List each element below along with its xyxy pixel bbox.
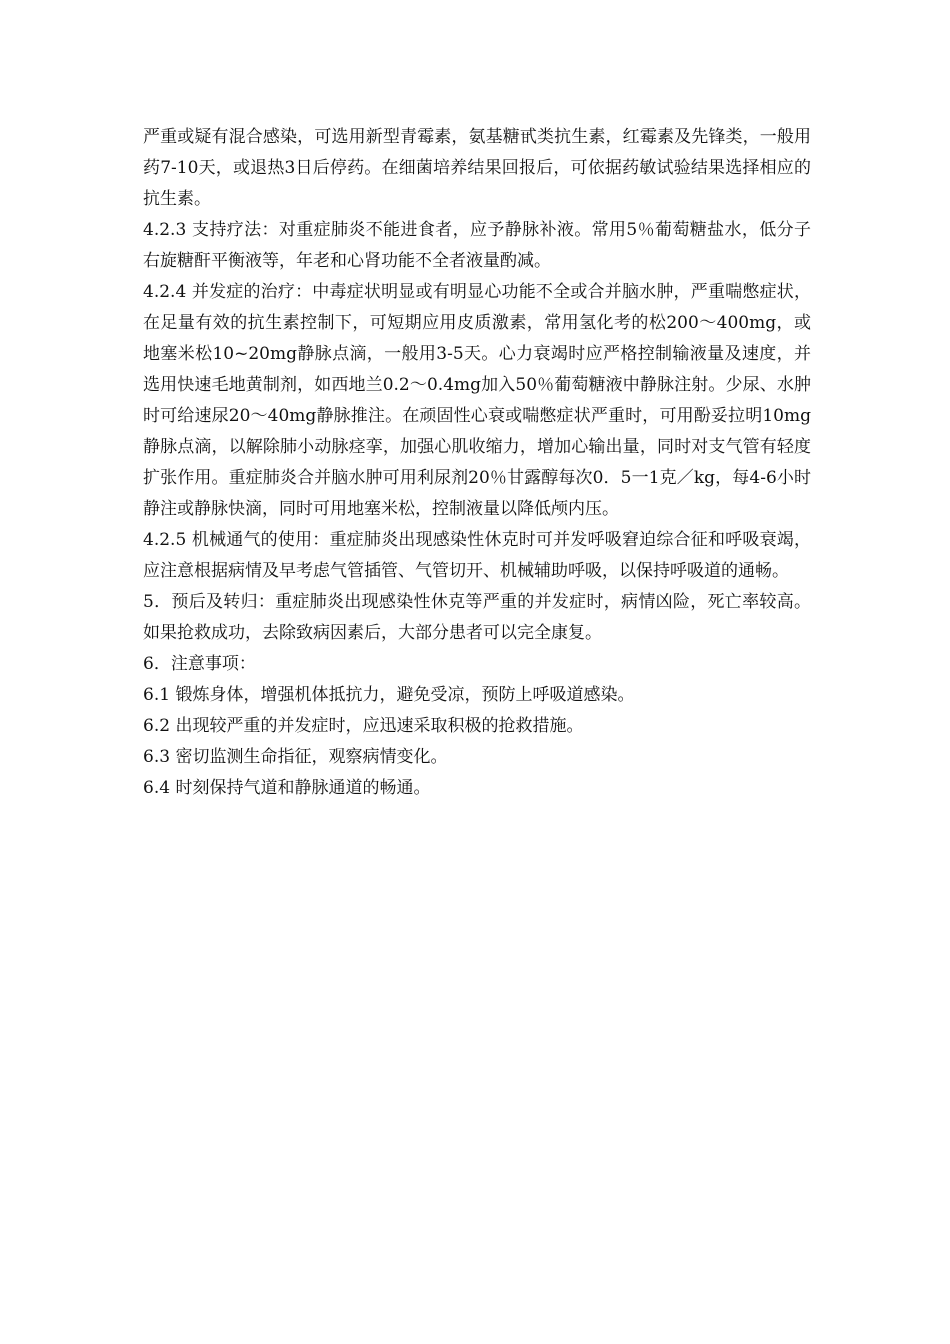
- paragraph-antibiotics-continued: 严重或疑有混合感染，可选用新型青霉素，氨基糖甙类抗生素，红霉素及先锋类，一般用药7-10天，或退热3日后停药。在细菌培养结果回报后，可依据药敏试验结果选择相应的抗生素。: [143, 127, 811, 209]
- heading-6-precautions: 6．注意事项：: [143, 654, 256, 674]
- document-body: [143, 122, 811, 804]
- paragraph-4-2-4-complications: 4.2.4 并发症的治疗：中毒症状明显或有明显心功能不全或合并脑水肿，严重喘憋症状，在足量有效的抗生素控制下，可短期应用皮质激素，常用氢化考的松200～400mg，或地塞米松10~20mg静脉点滴，一般用3-5天。心力衰竭时应严格控制输液量及速度，并选用快速毛地黄制剂，如西地兰0.2～0.4mg加入50％葡萄糖液中静脉注射。少尿、水肿时可给速尿20～40mg静脉推注。在顽固性心衰或喘憋症状严重时，可用酚妥拉明10mg静脉点滴，以解除肺小动脉痉挛，加强心肌收缩力，增加心输出量，同时对支气管有轻度扩张作用。重症肺炎合并脑水肿可用利尿剂20％甘露醇每次0．5一1克／kg，每4-6小时静注或静脉快滴，同时可用地塞米松，控制液量以降低颅内压。: [143, 282, 811, 519]
- list-item-6-4: 6.4 时刻保持气道和静脉通道的畅通。: [143, 778, 431, 798]
- paragraph-5-prognosis: 5．预后及转归：重症肺炎出现感染性休克等严重的并发症时，病情凶险，死亡率较高。如果抢救成功，去除致病因素后，大部分患者可以完全康复。: [143, 592, 811, 643]
- paragraph-4-2-3-supportive-therapy: 4.2.3 支持疗法：对重症肺炎不能进食者，应予静脉补液。常用5％葡萄糖盐水，低分子右旋糖酐平衡液等，年老和心肾功能不全者液量酌减。: [143, 220, 811, 271]
- paragraph-4-2-5-mechanical-ventilation: 4.2.5 机械通气的使用：重症肺炎出现感染性休克时可并发呼吸窘迫综合征和呼吸衰竭，应注意根据病情及早考虑气管插管、气管切开、机械辅助呼吸，以保持呼吸道的通畅。: [143, 530, 811, 581]
- list-item-6-2: 6.2 出现较严重的并发症时，应迅速采取积极的抢救措施。: [143, 716, 584, 736]
- list-item-6-1: 6.1 锻炼身体，增强机体抵抗力，避免受凉，预防上呼吸道感染。: [143, 685, 635, 705]
- list-item-6-3: 6.3 密切监测生命指征，观察病情变化。: [143, 747, 448, 767]
